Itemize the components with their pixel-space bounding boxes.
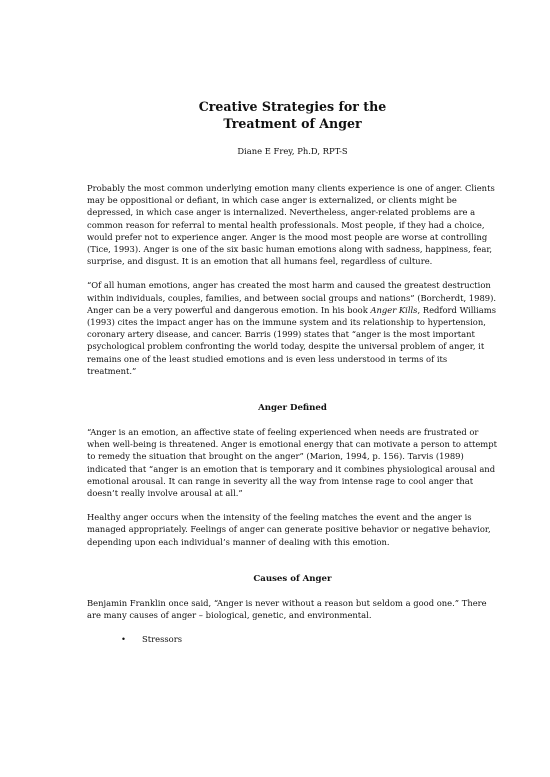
intro-paragraph-1: Probably the most common underlying emotion many clients experience is one of anger. Clients may be oppositional or defiant, in which case anger is externalized, or clients might be depressed, in which case anger is internalized. Nevertheless, anger-related problems are a common reason for referral to mental health professionals. Most people, if they had a choice, would prefer not to experience anger. Anger is the mood most people are worse at controlling (Tice, 1993). Anger is one of the six basic human emotions along with sadness, happiness, fear, surprise, and disgust. It is an emotion that all humans feel, regardless of culture.	[87, 183, 495, 267]
anger-defined-paragraph-2: Healthy anger occurs when the intensity of the feeling matches the event and the anger is managed appropriately. Feelings of anger can generate positive behavior or negative behavior, depending upon each individual’s manner of dealing with this emotion.	[87, 512, 491, 547]
causes-paragraph-1: Benjamin Franklin once said, “Anger is never without a reason but seldom a good one.” There are many causes of anger – biological, genetic, and environmental.	[87, 597, 487, 621]
intro-paragraph-2-b: , Redford Williams (1993) cites the impact anger has on the immune system and its relationship to hypertension, coronary artery disease, and cancer. Barris (1999) states that “anger is the most important psychological problem confronting the world today, despite the universal problem of anger, it remains one of the least studied emotions and is even less understood in terms of its treatment.”	[87, 304, 496, 376]
book-title: Anger Kills	[370, 304, 418, 315]
title-line-1: Creative Strategies for the	[198, 99, 387, 114]
list-item	[121, 633, 498, 645]
anger-defined-paragraph-1: “Anger is an emotion, an affective state of feeling experienced when needs are frustrated or when well-being is threatened. Anger is emotional energy that can motivate a person to attempt to remedy the situation that brought on the anger” (Marion, 1994, p. 156). Tarvis (1989) indicated that “anger is an emotion that is temporary and it combines physiological arousal and emotional arousal. It can range in severity all the way from intense rage to cool anger that doesn’t really involve arousal at all.”	[87, 427, 497, 499]
document-title	[87, 98, 498, 132]
title-line-2: Treatment of Anger	[223, 116, 362, 131]
intro-paragraph-2-a: “Of all human emotions, anger has created the most harm and caused the greatest destruction within individuals, couples, families, and between social groups and nations” (Borcherdt, 1989). Anger can be a very powerful and dangerous emotion. In his book	[87, 280, 497, 315]
section-heading-anger-defined: Anger Defined	[258, 403, 327, 414]
causes-bullet-list	[87, 633, 498, 645]
author-line: Diane E Frey, Ph.D, RPT-S	[237, 146, 348, 156]
intro-paragraph-2	[87, 279, 498, 377]
bullet-marker: •	[121, 634, 126, 645]
section-heading-causes-of-anger: Causes of Anger	[253, 573, 332, 584]
bullet-text: Stressors	[142, 634, 183, 645]
